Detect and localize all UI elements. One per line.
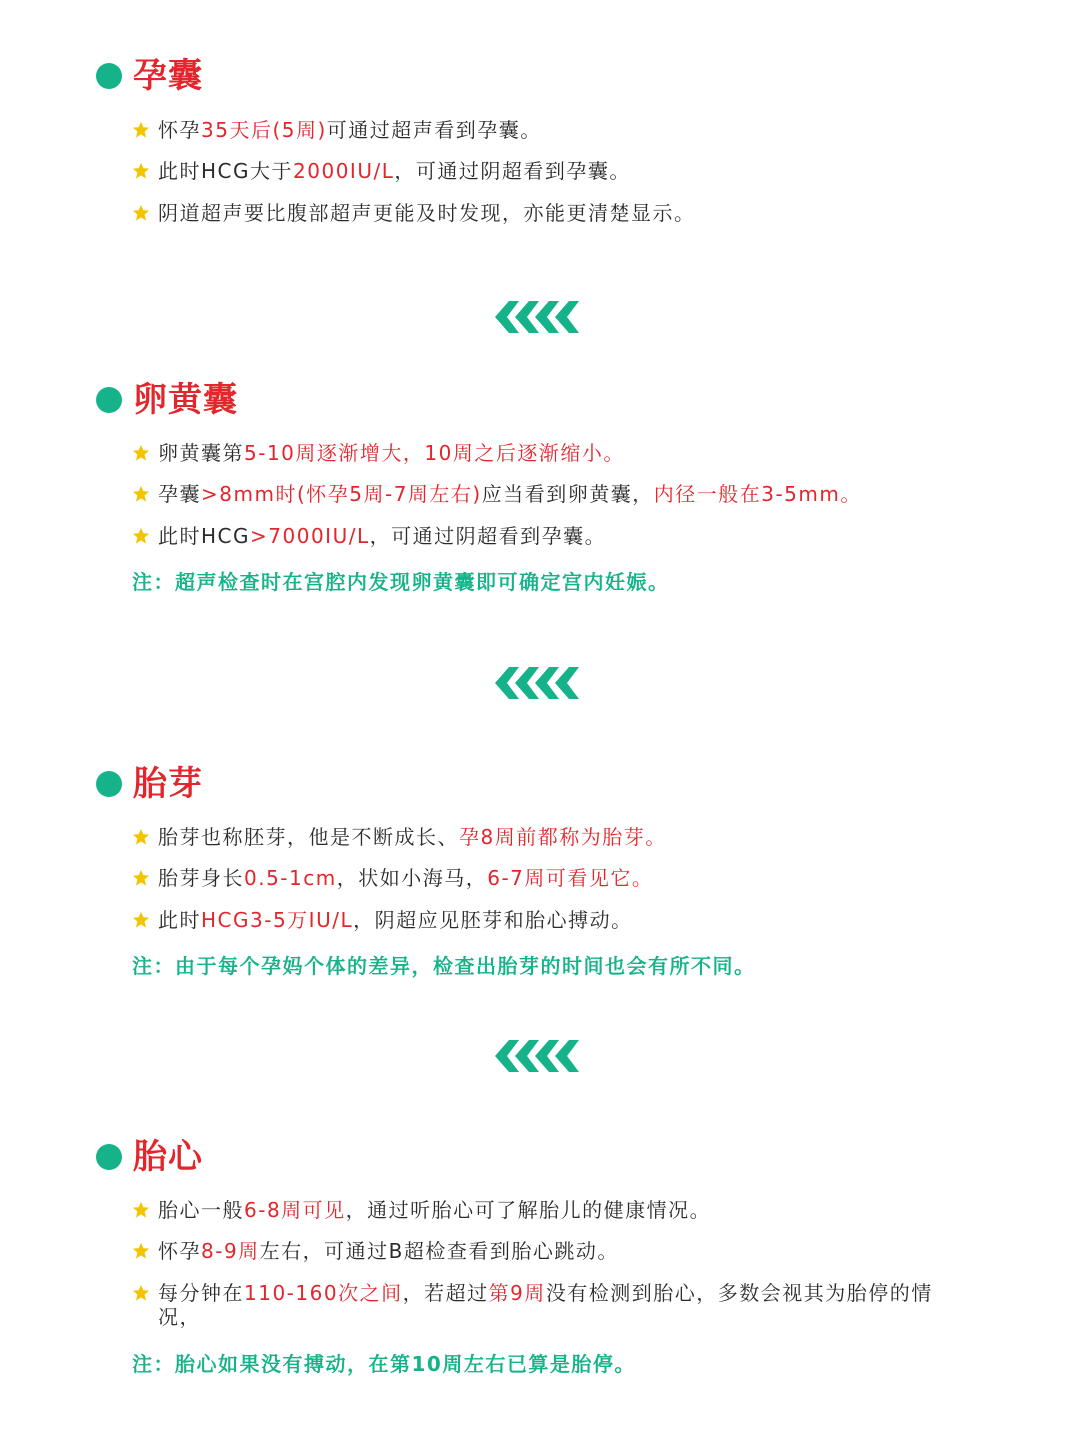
star-icon xyxy=(132,1242,150,1260)
highlight-text: 6-7周可看见它。 xyxy=(487,866,654,890)
star-icon xyxy=(132,1201,150,1219)
note-text: 注：胎心如果没有搏动，在第10周左右已算是胎停。 xyxy=(132,1352,636,1376)
star-icon xyxy=(132,527,150,545)
list-item xyxy=(132,1281,972,1329)
list-item xyxy=(132,118,992,142)
highlight-text: 0.5-1cm xyxy=(244,866,337,890)
plain-text: 没有检测到胎心，多数会视其为胎停的情况， xyxy=(158,1281,933,1329)
star-icon xyxy=(132,869,150,887)
star-icon xyxy=(132,162,150,180)
highlight-text: 2000IU/L xyxy=(293,159,395,183)
section-heading-yolk-sac xyxy=(96,380,238,420)
plain-text: 胎芽也称胚芽，他是不断成长、 xyxy=(158,825,459,849)
plain-text: 应当看到卵黄囊， xyxy=(481,482,654,506)
list-item xyxy=(132,201,992,225)
list-item xyxy=(132,866,992,890)
plain-text: 可通过超声看到孕囊。 xyxy=(326,118,542,142)
highlight-text: 孕8周前都称为胎芽。 xyxy=(459,825,667,849)
list-item xyxy=(132,1239,992,1263)
highlight-text: 110-160次之间 xyxy=(244,1281,403,1305)
plain-text: 卵黄囊第 xyxy=(158,441,244,465)
plain-text: 此时HCG大于 xyxy=(158,159,294,183)
left-chevrons-icon xyxy=(487,299,593,335)
highlight-text: HCG3-5万IU/L xyxy=(201,908,354,932)
green-dot-icon xyxy=(96,63,122,89)
star-icon xyxy=(132,204,150,222)
plain-text: 胎芽身长 xyxy=(158,866,244,890)
star-icon xyxy=(132,121,150,139)
list-item-text xyxy=(158,825,667,849)
green-dot-icon xyxy=(96,771,122,797)
highlight-text: 第9周 xyxy=(488,1281,546,1305)
left-chevrons-icon xyxy=(487,665,593,701)
star-icon xyxy=(132,485,150,503)
section-title: 胎芽 xyxy=(133,764,203,804)
star-icon xyxy=(132,444,150,462)
plain-text: 每分钟在 xyxy=(158,1281,244,1305)
plain-text: 胎心一般 xyxy=(158,1198,244,1222)
plain-text: ，状如小海马， xyxy=(336,866,488,890)
plain-text: 孕囊 xyxy=(158,482,201,506)
plain-text: 此时HCG xyxy=(158,524,251,548)
plain-text: ，可通过阴超看到孕囊。 xyxy=(369,524,607,548)
highlight-text: 35天后(5周) xyxy=(201,118,327,142)
section-heading-fetal-heart xyxy=(96,1137,203,1177)
star-icon xyxy=(132,1284,150,1302)
plain-text: 阴道超声要比腹部超声更能及时发现，亦能更清楚显示。 xyxy=(158,201,696,225)
list-item-text xyxy=(158,482,862,506)
plain-text: ，可通过阴超看到孕囊。 xyxy=(394,159,631,183)
section-heading-gestational-sac xyxy=(96,56,203,96)
highlight-text: 内径一般在3-5mm。 xyxy=(653,482,862,506)
highlight-text: 5-10周逐渐增大，10周之后逐渐缩小。 xyxy=(244,441,625,465)
plain-text: 怀孕 xyxy=(158,118,201,142)
section-title: 胎心 xyxy=(133,1137,203,1177)
highlight-text: >7000IU/L xyxy=(250,524,370,548)
star-icon xyxy=(132,828,150,846)
list-item xyxy=(132,908,992,932)
list-item xyxy=(132,441,992,465)
list-item-text xyxy=(158,1198,711,1222)
list-item xyxy=(132,1198,992,1222)
list-item xyxy=(132,159,992,183)
plain-text: ，阴超应见胚芽和胎心搏动。 xyxy=(353,908,633,932)
highlight-text: >8mm时(怀孕5周-7周左右) xyxy=(201,482,482,506)
list-item-text xyxy=(158,1239,619,1263)
left-chevrons-icon xyxy=(487,1038,593,1074)
list-item-text xyxy=(158,201,696,225)
list-item-text xyxy=(158,1281,972,1329)
note-text: 注：超声检查时在宫腔内发现卵黄囊即可确定宫内妊娠。 xyxy=(132,570,670,594)
list-item-text xyxy=(158,118,542,142)
section-title: 孕囊 xyxy=(133,56,203,96)
plain-text: 怀孕 xyxy=(158,1239,201,1263)
green-dot-icon xyxy=(96,387,122,413)
list-item-text xyxy=(158,908,633,932)
list-item-text xyxy=(158,866,653,890)
highlight-text: 6-8周可见 xyxy=(244,1198,346,1222)
highlight-text: 8-9周 xyxy=(201,1239,260,1263)
note-text: 注：由于每个孕妈个体的差异，检查出胎芽的时间也会有所不同。 xyxy=(132,954,756,978)
section-heading-fetal-bud xyxy=(96,764,203,804)
plain-text: 左右，可通过B超检查看到胎心跳动。 xyxy=(259,1239,619,1263)
list-item xyxy=(132,524,992,548)
section-title: 卵黄囊 xyxy=(133,380,238,420)
plain-text: ，通过听胎心可了解胎儿的健康情况。 xyxy=(345,1198,712,1222)
list-item-text xyxy=(158,524,606,548)
list-item-text xyxy=(158,159,631,183)
plain-text: ，若超过 xyxy=(402,1281,489,1305)
list-item-text xyxy=(158,441,625,465)
green-dot-icon xyxy=(96,1144,122,1170)
plain-text: 此时 xyxy=(158,908,201,932)
star-icon xyxy=(132,911,150,929)
list-item xyxy=(132,482,992,506)
list-item xyxy=(132,825,992,849)
